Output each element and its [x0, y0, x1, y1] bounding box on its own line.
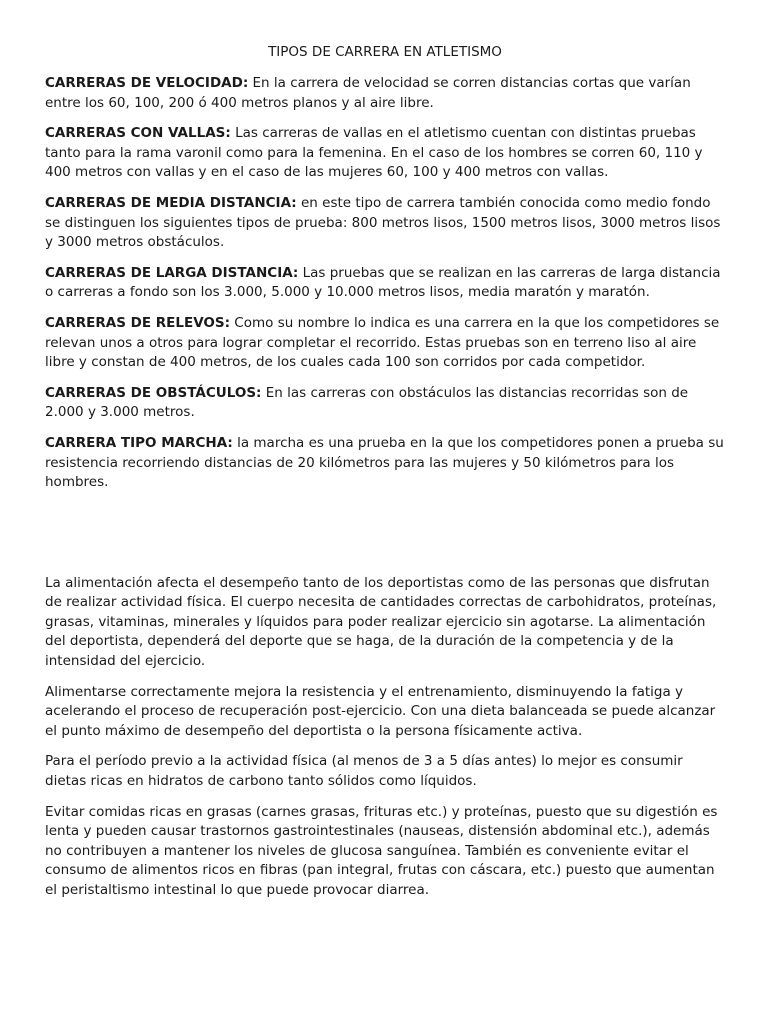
- section-text: Como su nombre lo indica es una carrera en la que los competidores se relevan unos a otros para lograr completar el recorrido. Estas pruebas son en terreno liso al aire libre y constan de 400 metros, de los cuales cada 100 son corridos por cada competidor.: [45, 314, 720, 371]
- section-larga-distancia: [45, 264, 725, 303]
- nutrition-paragraph: La alimentación afecta el desempeño tanto de los deportistas como de las personas que disfrutan de realizar actividad física. El cuerpo necesita de cantidades correctas de carbohidratos, proteínas, grasas, vitaminas, minerales y líquidos para poder realizar ejercicio sin agotarse. La alimentación del deportista, dependerá del deporte que se haga, de la duración de la competencia y de la intensidad del ejercicio.: [45, 574, 717, 670]
- section-heading: CARRERAS DE LARGA DISTANCIA:: [45, 264, 299, 281]
- section-heading: CARRERAS DE MEDIA DISTANCIA:: [45, 194, 297, 211]
- section-velocidad: [45, 74, 725, 113]
- nutrition-paragraph: Alimentarse correctamente mejora la resistencia y el entrenamiento, disminuyendo la fatiga y acelerando el proceso de recuperación post-ejercicio. Con una dieta balanceada se puede alcanzar el punto máximo de desempeño del deportista o la persona físicamente activa.: [45, 683, 716, 739]
- section-text: la marcha es una prueba en la que los competidores ponen a prueba su resistencia recorriendo distancias de 20 kilómetros para las mujeres y 50 kilómetros para los hombres.: [45, 434, 724, 491]
- section-heading: CARRERAS DE RELEVOS:: [45, 314, 231, 331]
- section-text: En las carreras con obstáculos las distancias recorridas son de 2.000 y 3.000 metros.: [45, 384, 689, 421]
- section-media-distancia: [45, 194, 725, 253]
- section-relevos: [45, 314, 725, 373]
- section-obstaculos: [45, 384, 725, 423]
- document-title: TIPOS DE CARRERA EN ATLETISMO: [268, 44, 502, 60]
- section-vallas: [45, 124, 725, 183]
- section-heading: CARRERA TIPO MARCHA:: [45, 434, 233, 451]
- blank-space: [45, 504, 725, 574]
- section-text: Las carreras de vallas en el atletismo cuentan con distintas pruebas tanto para la rama varonil como para la femenina. En el caso de los hombres se corren 60, 110 y 400 metros con vallas y en el caso de las mujeres 60, 100 y 400 metros con vallas.: [45, 125, 703, 181]
- section-heading: CARRERAS DE OBSTÁCULOS:: [45, 384, 262, 401]
- section-heading: CARRERAS CON VALLAS:: [45, 125, 231, 142]
- section-text: En la carrera de velocidad se corren distancias cortas que varían entre los 60, 100, 200 ó 400 metros planos y al aire libre.: [45, 75, 691, 111]
- section-text: Las pruebas que se realizan en las carreras de larga distancia o carreras a fondo son los 3.000, 5.000 y 10.000 metros lisos, media maratón y maratón.: [45, 264, 721, 301]
- section-marcha: [45, 434, 725, 493]
- section-heading: CARRERAS DE VELOCIDAD:: [45, 75, 249, 91]
- nutrition-paragraph: Evitar comidas ricas en grasas (carnes grasas, frituras etc.) y proteínas, puesto que su digestión es lenta y pueden causar trastornos gastrointestinales (nauseas, distensión abdominal etc.), además no contribuyen a mantener los niveles de glucosa sanguínea. También es conveniente evitar el consumo de alimentos ricos en fibras (pan integral, frutas con cáscara, etc.) puesto que aumentan el peristaltismo intestinal lo que puede provocar diarrea.: [45, 803, 718, 898]
- nutrition-paragraph: Para el período previo a la actividad física (al menos de 3 a 5 días antes) lo mejor es consumir dietas ricas en hidratos de carbono tanto sólidos como líquidos.: [45, 753, 683, 790]
- document-page: [45, 43, 725, 912]
- section-text: en este tipo de carrera también conocida como medio fondo se distinguen los siguientes tipos de prueba: 800 metros lisos, 1500 metros lisos, 3000 metros lisos y 3000 metros obstáculos.: [45, 194, 721, 251]
